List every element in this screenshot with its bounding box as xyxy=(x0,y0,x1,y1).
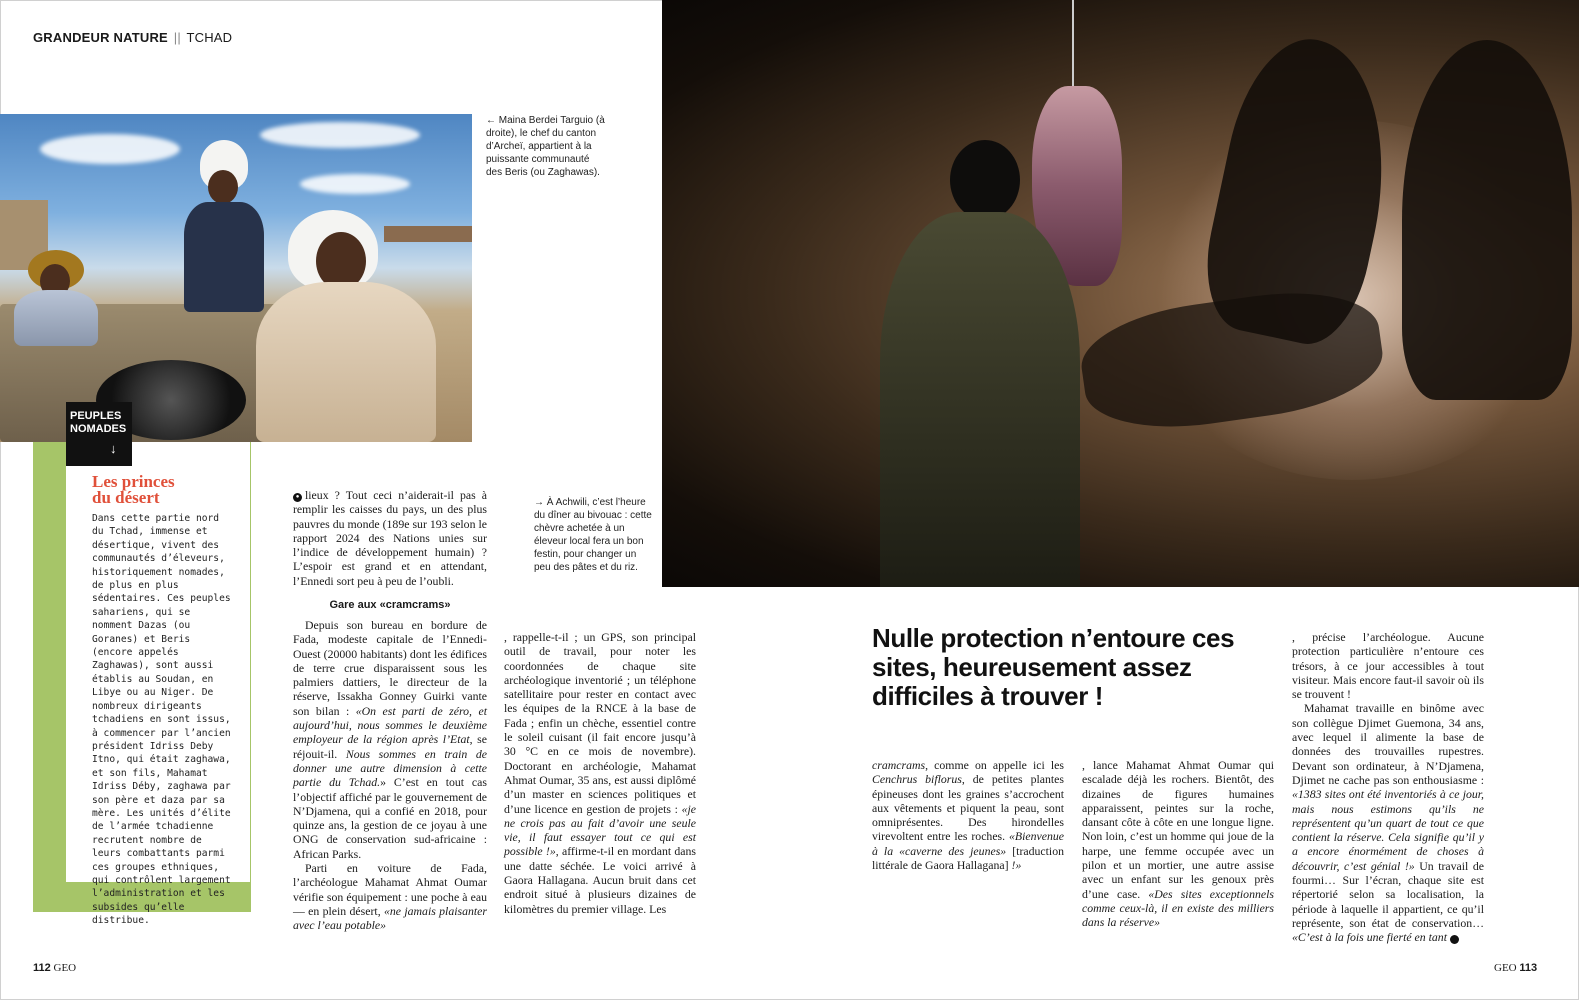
photo-cave-bivouac xyxy=(662,0,1579,587)
quote-run: !» xyxy=(1011,858,1022,873)
article-column-2 xyxy=(504,630,696,916)
shadow-person xyxy=(1402,40,1572,400)
quote-run: «Des sites exceptionnels comme ceux-là, il en existe des milliers dans la réserve» xyxy=(1082,886,1274,930)
folio-right xyxy=(1494,962,1537,974)
quote-run: «ne jamais plaisanter avec l’eau potable» xyxy=(293,903,487,933)
end-marker-icon: ● xyxy=(1450,935,1459,944)
quote-run: «Bienvenue à la «caverne des jeunes» xyxy=(872,829,1064,858)
young-man-clothes xyxy=(184,202,264,312)
man-body xyxy=(880,212,1080,587)
quote-run: «On est parti de zéro, et aujourd’hui, nous sommes le deuxième employeur de la région après l’Etat xyxy=(293,703,487,747)
page-number-left: 112 xyxy=(33,962,51,974)
caption-arrow-left: ← xyxy=(486,115,496,126)
article-column-5 xyxy=(1292,630,1484,945)
article-subhead: Gare aux «cramcrams» xyxy=(329,599,451,612)
page-number-right: 113 xyxy=(1519,962,1538,974)
sidebar-title xyxy=(92,474,236,506)
section-separator: || xyxy=(173,30,181,45)
sidebar-title-line1: Les princes xyxy=(92,472,175,491)
section-name: GRANDEUR NATURE xyxy=(33,30,168,45)
text-run: Parti en voiture de Fada, l’archéologue Mahamat Ahmat Oumar vérifie son équipement : une poche à eau — en plein désert, xyxy=(293,861,487,918)
section-tag xyxy=(66,402,132,466)
photo-nomads-truck xyxy=(0,114,472,442)
rock-mesa xyxy=(384,226,472,242)
caption-nomads-text: Maina Berdei Targuio (à droite), le chef du canton d’Archeï, appartient à la puissante communauté des Beris (ou Zaghawas). xyxy=(486,115,605,178)
intro-text: lieux ? Tout ceci n’aiderait-il pas à remplir les caisses du pays, un des plus pauvres du monde (189e sur 193 selon le rapport 2024 des Nations unies sur l’indice de développement humain) ? L’espoir est grand et en attendant, l’Ennedi sort peu à peu de l’oubli. xyxy=(293,488,487,588)
article-column-4 xyxy=(1082,758,1274,930)
article-intro xyxy=(293,488,487,620)
text-run: , de petites plantes épineuses dont les graines s’accrochent aux vêtements et piquent la peau, sont omniprésentes. Des hirondelles virevoltent entre les roches. xyxy=(872,772,1064,844)
quote-run: «C’est à la fois une fierté en tant xyxy=(1292,930,1447,945)
rope xyxy=(1072,0,1074,90)
cloud xyxy=(260,122,420,148)
text-run: , lance Mahamat Ahmat Oumar qui escalade déjà les rochers. Bientôt, des dizaines de figures humaines apparaissent, peintes sur la roche, dansant côte à côte en une longue ligne. Non loin, c’est un homme qui joue de la harpe, une femme occupée avec un pilon et un mortier, une autre assise avec un enfant sur les genoux près d’une case. xyxy=(1082,758,1274,901)
text-run: [traduction littérale de Gaora Hallagana] xyxy=(872,843,1064,873)
face xyxy=(208,170,238,204)
magazine-name-left: GEO xyxy=(53,962,77,974)
text-run: , affirme-t-il en mordant dans une datte séchée. Le voici arrivé à Gaora Hallagana. Aucun bruit dans cet endroit situé à plusieurs dizaines de kilomètres du premier village. Les xyxy=(504,844,696,916)
quote-run: Nous sommes en train de donner une autre dimension à cette partie du Tchad. xyxy=(293,746,487,790)
caption-goat-text: À Achwili, c’est l’heure du dîner au bivouac : cette chèvre achetée à un éleveur local fera un bon festin, pour changer un peu des pâtes et du riz. xyxy=(534,497,652,573)
sidebar-box xyxy=(66,442,250,927)
article-column-1 xyxy=(293,618,487,933)
section-country: TCHAD xyxy=(186,30,233,45)
cloud xyxy=(300,174,410,194)
sidebar-title-line2: du désert xyxy=(92,488,160,507)
pull-quote: Nulle protection n’entoure ces sites, heureusement assez difficiles à trouver ! xyxy=(872,623,1235,711)
magazine-name-right: GEO xyxy=(1494,962,1517,974)
folio-left xyxy=(33,962,76,974)
quote-run: «je ne crois pas au fait d’avoir une seule vie, il faut essayer tout ce qui est possible !» xyxy=(504,801,696,859)
sidebar-body: Dans cette partie nord du Tchad, immense et désertique, vivent des communautés d’éleveurs, historiquement nomades, de plus en plus sédentaires. Ces peuples sahariens, qui se nomment Dazas (ou Goranes) et Beris (encore appelés Zaghawas), sont aussi établis au Soudan, en Libye ou au Niger. De nombreux dirigeants tchadiens en sont issus, à commencer par l’ancien président Idriss Deby Itno, qui était zaghawa, et son fils, Mahamat Idriss Déby, zaghawa par son père et daza par sa mère. Les unités d’élite de l’armée tchadienne recrutent nombre de leurs combattants parmi ces groupes ethniques, qui contrôlent largement l’administration et les subsides qu’elle distribue. xyxy=(92,513,231,927)
text-run: Depuis son bureau en bordure de Fada, modeste capitale de l’Ennedi-Ouest (20000 habitants) dont les édifices de terre crue disparaissent sous les palmiers dattiers, le directeur de la réserve, Issakha Gonney Guirki vante son bilan : xyxy=(293,618,487,718)
arrow-down-icon: ↓ xyxy=(110,441,117,456)
tag-line1: PEUPLES xyxy=(70,410,122,422)
text-run: , se réjouit-il. xyxy=(293,732,487,761)
quote-run: «1383 sites ont été inventoriés à ce jour, mais nous estimons qu’ils ne représentent qu’un quart de tout ce que contient la réserve. Cela signifie qu’il y a encore énormément de choses à découvrir, c’est génial !» xyxy=(1292,787,1484,873)
caption-goat xyxy=(534,496,652,574)
tag-line2: NOMADES xyxy=(70,423,127,435)
text-run: , comme on appelle ici les xyxy=(925,758,1064,772)
cloud xyxy=(40,134,180,164)
text-run: » C’est en tout cas l’objectif affiché par le gouvernement de N’Djamena, qui a confié en 2018, pour quinze ans, la gestion de ce joyau à une ONG de conservation sud-africaine : African Parks. xyxy=(293,775,487,861)
article-column-3 xyxy=(872,758,1064,872)
man-head xyxy=(950,140,1020,220)
child-robe xyxy=(14,290,98,346)
italic-run: cramcrams xyxy=(872,758,926,772)
text-run: Un travail de fourmi… Sur l’écran, chaque site est répertorié selon sa localisation, la période à laquelle il appartient, ce qu’il représente, son état de conservation… xyxy=(1292,858,1484,930)
chief-robe xyxy=(256,282,436,442)
italic-run: Cenchrus biflorus xyxy=(872,772,962,787)
caption-nomads xyxy=(486,114,606,179)
section-header xyxy=(33,30,232,45)
continued-marker-icon: ● xyxy=(293,493,302,502)
text-run: Mahamat travaille en binôme avec son collègue Djimet Guemona, 34 ans, avec lequel il alimente la base de données des trouvailles rupestres. Devant son ordinateur, à N’Djamena, Djimet ne cache pas son enthousiasme : xyxy=(1292,701,1484,787)
text-run: , rappelle-t-il ; un GPS, son principal outil de travail, pour noter les coordonnées de chaque site archéologique inventorié ; un téléphone satellitaire pour rester en contact avec les équipes de la RNCE à la base de Fada ; enfin un chèche, essentiel contre le soleil cuisant (il fait encore jusqu’à 30 °C en ce mois de novembre). Doctorant en archéologie, Mahamat Ahmat Oumar, 35 ans, est aussi diplômé d’un master en sciences politiques et d’une licence en gestion de projets : xyxy=(504,630,696,816)
caption-arrow-right: → xyxy=(534,497,544,508)
text-run: , précise l’archéologue. Aucune protection particulière n’entoure ces trésors, à ce jour accessibles à tout visiteur. Mais encore faut-il savoir où ils se trouvent ! xyxy=(1292,630,1484,702)
